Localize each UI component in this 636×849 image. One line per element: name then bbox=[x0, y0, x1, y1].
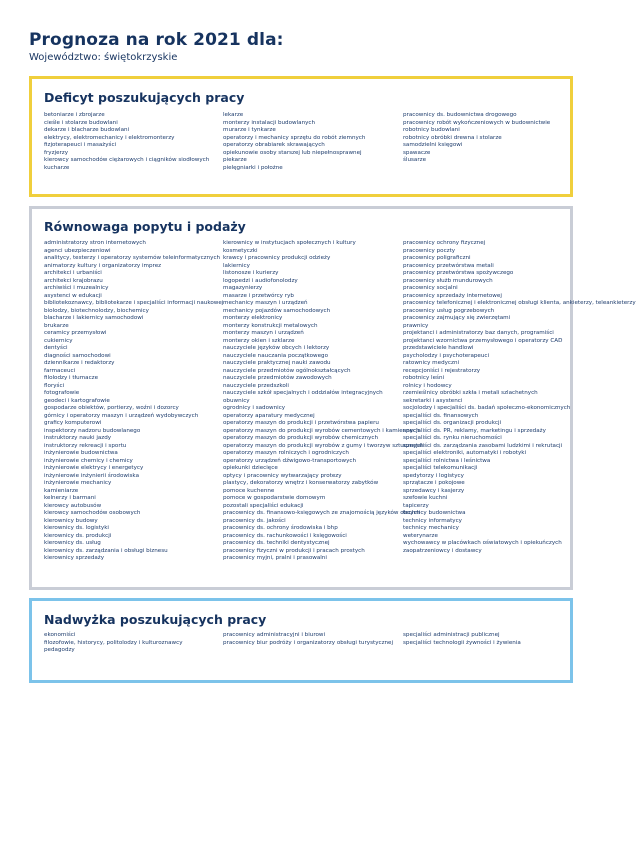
occupation-item: obuwnicy bbox=[223, 397, 250, 404]
occupation-item: fizjoterapeuci i masażyści bbox=[44, 142, 117, 148]
occupation-item: specjaliści rolnictwa i leśnictwa bbox=[403, 457, 491, 464]
occupation-item: brukarze bbox=[44, 322, 69, 329]
occupation-item: logopedzi i audiofonolodzy bbox=[223, 277, 298, 284]
section-heading: Deficyt poszukujących pracy bbox=[44, 90, 245, 105]
occupation-item: specjaliści ds. finansowych bbox=[403, 412, 479, 419]
occupation-item: biolodzy, biotechnolodzy, biochemicy bbox=[44, 307, 149, 314]
occupation-item: opiekunowie osoby starszej lub niepełnosprawnej bbox=[223, 149, 362, 156]
occupation-item: fotografowie bbox=[44, 390, 80, 396]
occupation-item: zaopatrzeniowcy i dostawcy bbox=[403, 547, 482, 554]
occupation-item: pracownicy myjni, pralni i prasowalni bbox=[223, 555, 327, 561]
occupation-item: inżynierowie budownictwa bbox=[44, 450, 118, 456]
occupation-item: monterzy elektronicy bbox=[223, 315, 283, 321]
occupation-item: operatorzy maszyn do produkcji i przetwórstwa papieru bbox=[223, 420, 379, 426]
occupation-item: pracownicy poligraficzni bbox=[403, 255, 471, 261]
occupation-item: technicy mechanicy bbox=[403, 525, 459, 531]
occupation-item: operatorzy maszyn do produkcji wyrobów z gumy i tworzyw sztucznych bbox=[223, 442, 424, 449]
occupation-item: psycholodzy i psychoterapeuci bbox=[403, 352, 490, 359]
occupation-item: architekci krajobrazu bbox=[44, 277, 103, 284]
occupation-column bbox=[44, 112, 222, 172]
occupation-column bbox=[44, 632, 222, 655]
occupation-item: pracownicy ochrony fizycznej bbox=[403, 240, 486, 246]
occupation-item: agenci ubezpieczeniowi bbox=[44, 247, 111, 254]
occupation-item: operatorzy obrabiarek skrawających bbox=[223, 142, 325, 148]
occupation-item: pomoce kuchenne bbox=[223, 487, 275, 494]
occupation-item: kierowcy samochodów osobowych bbox=[44, 510, 141, 516]
occupation-item: blacharze i lakiernicy samochodowi bbox=[44, 315, 144, 321]
occupation-item: pozostali specjaliści edukacji bbox=[223, 502, 304, 509]
occupation-item: pracownicy ds. techniki dentystycznej bbox=[223, 540, 330, 546]
occupation-item: kamieniarze bbox=[44, 487, 79, 494]
occupation-item: inżynierowie chemicy i chemicy bbox=[44, 457, 133, 464]
occupation-item: kierownicy w instytucjach społecznych i kultury bbox=[223, 240, 356, 246]
occupation-item: pracownicy przetwórstwa spożywczego bbox=[403, 270, 514, 276]
section-deficit bbox=[29, 76, 573, 197]
occupation-item: inżynierowie mechanicy bbox=[44, 480, 112, 486]
occupation-item: pedagodzy bbox=[44, 647, 75, 653]
occupation-item: nauczyciele nauczania początkowego bbox=[223, 352, 329, 359]
occupation-item: ceramicy przemysłowi bbox=[44, 330, 107, 336]
occupation-item: cieśle i stolarze budowlani bbox=[44, 119, 118, 126]
occupation-item: pracownicy ds. rachunkowości i księgowości bbox=[223, 532, 347, 539]
occupation-item: operatorzy urządzeń dźwigowo-transportowych bbox=[223, 457, 357, 464]
occupation-item: specjaliści ds. zarządzania zasobami ludzkimi i rekrutacji bbox=[403, 442, 563, 449]
occupation-item: przedstawiciele handlowi bbox=[403, 345, 474, 351]
occupation-item: inspektorzy nadzoru budowlanego bbox=[44, 427, 141, 434]
occupation-item: ratownicy medyczni bbox=[403, 360, 460, 366]
occupation-item: szefowie kuchni bbox=[403, 495, 448, 501]
occupation-item: weterynarze bbox=[403, 532, 438, 539]
occupation-item: kierownicy ds. usług bbox=[44, 540, 101, 546]
occupation-item: operatorzy maszyn rolniczych i ogrodniczych bbox=[223, 450, 349, 456]
occupation-item: instruktorzy nauki jazdy bbox=[44, 435, 112, 441]
occupation-item: kosmetyczki bbox=[223, 247, 258, 254]
occupation-item: pracownicy sprzedaży internetowej bbox=[403, 292, 502, 299]
occupation-item: bibliotekoznawcy, bibliotekarze i specjaliści informacji naukowej bbox=[44, 300, 224, 306]
occupation-item: pracownicy fizyczni w produkcji i pracach prostych bbox=[223, 547, 365, 554]
occupation-item: architekci i urbaniści bbox=[44, 270, 102, 276]
page-title: Prognoza na rok 2021 dla: bbox=[29, 30, 284, 50]
occupation-item: inżynierowie elektrycy i energetycy bbox=[44, 465, 144, 471]
occupation-item: ślusarze bbox=[403, 157, 427, 163]
occupation-item: gospodarze obiektów, portierzy, woźni i dozorcy bbox=[44, 405, 179, 411]
occupation-item: pracownicy zajmujący się zwierzętami bbox=[403, 315, 511, 321]
occupation-item: pielęgniarki i położne bbox=[223, 164, 283, 171]
occupation-item: specjaliści ds. organizacji produkcji bbox=[403, 420, 502, 426]
occupation-item: specjaliści technologii żywności i żywienia bbox=[403, 639, 521, 646]
occupation-item: pracownicy służb mundurowych bbox=[403, 277, 493, 284]
occupation-item: opiekunki dziecięce bbox=[223, 465, 278, 471]
occupation-item: ogrodnicy i sadownicy bbox=[223, 405, 286, 411]
occupation-item: projektanci i administratorzy baz danych, programiści bbox=[403, 330, 554, 336]
occupation-item: nauczyciele praktycznej nauki zawodu bbox=[223, 360, 331, 366]
occupation-item: fryzjerzy bbox=[44, 149, 69, 156]
occupation-item: plastycy, dekoratorzy wnętrz i konserwatorzy zabytków bbox=[223, 480, 379, 486]
occupation-item: inżynierowie inżynierii środowiska bbox=[44, 472, 140, 479]
occupation-item: specjaliści ds. PR, reklamy, marketingu i sprzedaży bbox=[403, 427, 546, 434]
occupation-item: operatorzy maszyn do produkcji wyrobów cementowych i kamiennych bbox=[223, 427, 420, 434]
occupation-column bbox=[403, 112, 581, 165]
occupation-item: nauczyciele przedmiotów ogólnokształcących bbox=[223, 367, 351, 374]
occupation-item: spedytorzy i logistycy bbox=[403, 472, 464, 479]
occupation-item: kierownicy ds. logistyki bbox=[44, 525, 109, 531]
occupation-column bbox=[403, 632, 581, 647]
occupation-item: specjaliści telekomunikacji bbox=[403, 465, 478, 471]
occupation-item: krawcy i pracownicy produkcji odzieży bbox=[223, 255, 331, 261]
occupation-item: floryści bbox=[44, 382, 65, 389]
occupation-item: pomoce w gospodarstwie domowym bbox=[223, 495, 326, 501]
occupation-item: administratorzy stron internetowych bbox=[44, 240, 146, 246]
occupation-item: kierowcy samochodów ciężarowych i ciągników siodłowych bbox=[44, 157, 210, 163]
occupation-item: optycy i pracownicy wytwarzający protezy bbox=[223, 472, 342, 479]
occupation-item: operatorzy aparatury medycznej bbox=[223, 412, 315, 419]
occupation-item: animatorzy kultury i organizatorzy imprez bbox=[44, 262, 162, 269]
occupation-item: dekarze i blacharze budowlani bbox=[44, 127, 130, 133]
occupation-item: instruktorzy rekreacji i sportu bbox=[44, 442, 127, 449]
occupation-item: kucharze bbox=[44, 164, 70, 171]
occupation-column bbox=[44, 240, 222, 563]
occupation-item: dziennikarze i redaktorzy bbox=[44, 360, 115, 366]
occupation-item: technicy budownictwa bbox=[403, 510, 466, 516]
occupation-item: analitycy, testerzy i operatorzy systemów teleinformatycznych bbox=[44, 255, 221, 261]
occupation-item: specjaliści ds. rynku nieruchomości bbox=[403, 435, 502, 441]
occupation-item: mechanicy maszyn i urządzeń bbox=[223, 300, 308, 306]
occupation-item: filozofowie, historycy, politolodzy i kulturoznawcy bbox=[44, 639, 183, 646]
occupation-item: mechanicy pojazdów samochodowych bbox=[223, 307, 331, 314]
occupation-item: kierownicy budowy bbox=[44, 517, 98, 524]
occupation-item: asystenci w edukacji bbox=[44, 292, 102, 299]
page-subtitle: Województwo: świętokrzyskie bbox=[29, 52, 178, 63]
occupation-item: pracownicy robót wykończeniowych w budownictwie bbox=[403, 119, 551, 126]
occupation-item: pracownicy ds. finansowo-księgowych ze znajomością języków obcych bbox=[223, 510, 421, 516]
section-surplus bbox=[29, 598, 573, 683]
section-balance bbox=[29, 206, 636, 590]
occupation-item: lakiernicy bbox=[223, 262, 250, 269]
occupation-item: robotnicy leśni bbox=[403, 375, 445, 381]
occupation-item: socjolodzy i specjaliści ds. badań społeczno-ekonomicznych bbox=[403, 405, 571, 411]
occupation-item: prawnicy bbox=[403, 322, 429, 329]
occupation-item: kierowcy autobusów bbox=[44, 502, 102, 509]
occupation-item: recepcjoniści i rejestratorzy bbox=[403, 367, 481, 374]
occupation-item: monterzy instalacji budowlanych bbox=[223, 119, 316, 126]
occupation-item: operatorzy maszyn do produkcji wyrobów chemicznych bbox=[223, 435, 379, 441]
occupation-item: sprzątacze i pokojowe bbox=[403, 480, 465, 486]
occupation-item: sekretarki i asystenci bbox=[403, 397, 463, 404]
occupation-item: projektanci wzornictwa przemysłowego i operatorzy CAD bbox=[403, 337, 563, 344]
occupation-item: kierownicy sprzedaży bbox=[44, 555, 105, 561]
occupation-item: rzemieślnicy obróbki szkła i metali szlachetnych bbox=[403, 390, 538, 396]
occupation-item: pracownicy administracyjni i biurowi bbox=[223, 632, 326, 638]
section-heading: Równowaga popytu i podaży bbox=[44, 219, 246, 234]
occupation-item: wychowawcy w placówkach oświatowych i opiekuńczych bbox=[403, 540, 562, 546]
occupation-item: farmaceuci bbox=[44, 367, 76, 374]
occupation-item: piekarze bbox=[223, 157, 247, 163]
occupation-item: operatorzy i mechanicy sprzętu do robót ziemnych bbox=[223, 134, 366, 141]
occupation-item: monterzy konstrukcji metalowych bbox=[223, 322, 318, 329]
occupation-item: filolodzy i tłumacze bbox=[44, 375, 99, 381]
occupation-item: specjaliści elektroniki, automatyki i robotyki bbox=[403, 450, 527, 456]
occupation-item: robotnicy obróbki drewna i stolarze bbox=[403, 134, 502, 141]
occupation-item: archiwiści i muzealnicy bbox=[44, 285, 109, 291]
occupation-item: pracownicy ds. budownictwa drogowego bbox=[403, 112, 517, 118]
occupation-item: lekarze bbox=[223, 112, 244, 118]
occupation-item: elektrycy, elektromechanicy i elektromonterzy bbox=[44, 134, 175, 141]
occupation-item: nauczyciele szkół specjalnych i oddziałów integracyjnych bbox=[223, 390, 383, 396]
occupation-item: graficy komputerowi bbox=[44, 420, 102, 426]
occupation-item: specjaliści administracji publicznej bbox=[403, 632, 500, 638]
occupation-item: cukiernicy bbox=[44, 337, 73, 344]
occupation-item: diagności samochodowi bbox=[44, 352, 111, 359]
occupation-item: ekonomiści bbox=[44, 632, 76, 638]
occupation-item: pracownicy przetwórstwa metali bbox=[403, 262, 494, 269]
occupation-item: magazynierzy bbox=[223, 285, 263, 291]
occupation-item: sprzedawcy i kasjerzy bbox=[403, 487, 465, 494]
occupation-item: kierownicy ds. produkcji bbox=[44, 532, 112, 539]
occupation-item: pracownicy biur podróży i organizatorzy obsługi turystycznej bbox=[223, 639, 394, 646]
occupation-item: monterzy maszyn i urządzeń bbox=[223, 330, 304, 336]
occupation-item: nauczyciele przedmiotów zawodowych bbox=[223, 375, 332, 381]
occupation-item: nauczyciele przedszkoli bbox=[223, 382, 289, 389]
occupation-item: geodeci i kartografowie bbox=[44, 397, 110, 404]
occupation-item: murarze i tynkarze bbox=[223, 127, 276, 133]
occupation-column bbox=[403, 240, 636, 555]
occupation-item: tapicerzy bbox=[403, 502, 429, 509]
occupation-column bbox=[223, 632, 401, 647]
occupation-item: listonosze i kurierzy bbox=[223, 270, 279, 276]
occupation-item: pracownicy poczty bbox=[403, 247, 456, 254]
occupation-column bbox=[223, 112, 401, 172]
occupation-item: spawacze bbox=[403, 149, 431, 156]
occupation-item: kelnerzy i barmani bbox=[44, 495, 96, 501]
occupation-item: rolnicy i hodowcy bbox=[403, 382, 452, 389]
occupation-item: kierownicy ds. zarządzania i obsługi biznesu bbox=[44, 547, 168, 554]
occupation-item: pracownicy ds. jakości bbox=[223, 517, 286, 524]
section-heading: Nadwyżka poszukujących pracy bbox=[44, 612, 267, 627]
occupation-item: masarze i przetwórcy ryb bbox=[223, 292, 294, 299]
occupation-item: dentyści bbox=[44, 345, 68, 351]
occupation-item: pracownicy usług pogrzebowych bbox=[403, 307, 495, 314]
occupation-item: nauczyciele języków obcych i lektorzy bbox=[223, 345, 330, 351]
occupation-item: monterzy okien i szklarze bbox=[223, 337, 295, 344]
occupation-item: samodzielni księgowi bbox=[403, 142, 463, 148]
occupation-item: betoniarze i zbrojarze bbox=[44, 112, 105, 118]
occupation-item: górnicy i operatorzy maszyn i urządzeń wydobywczych bbox=[44, 412, 199, 419]
occupation-item: robotnicy budowlani bbox=[403, 127, 460, 133]
occupation-item: pracownicy ds. ochrony środowiska i bhp bbox=[223, 525, 338, 531]
occupation-item: technicy informatycy bbox=[403, 517, 462, 524]
occupation-item: pracownicy telefonicznej i elektronicznej obsługi klienta, ankieterzy, teleankieterzy bbox=[403, 300, 636, 306]
occupation-item: pracownicy socjalni bbox=[403, 285, 458, 291]
